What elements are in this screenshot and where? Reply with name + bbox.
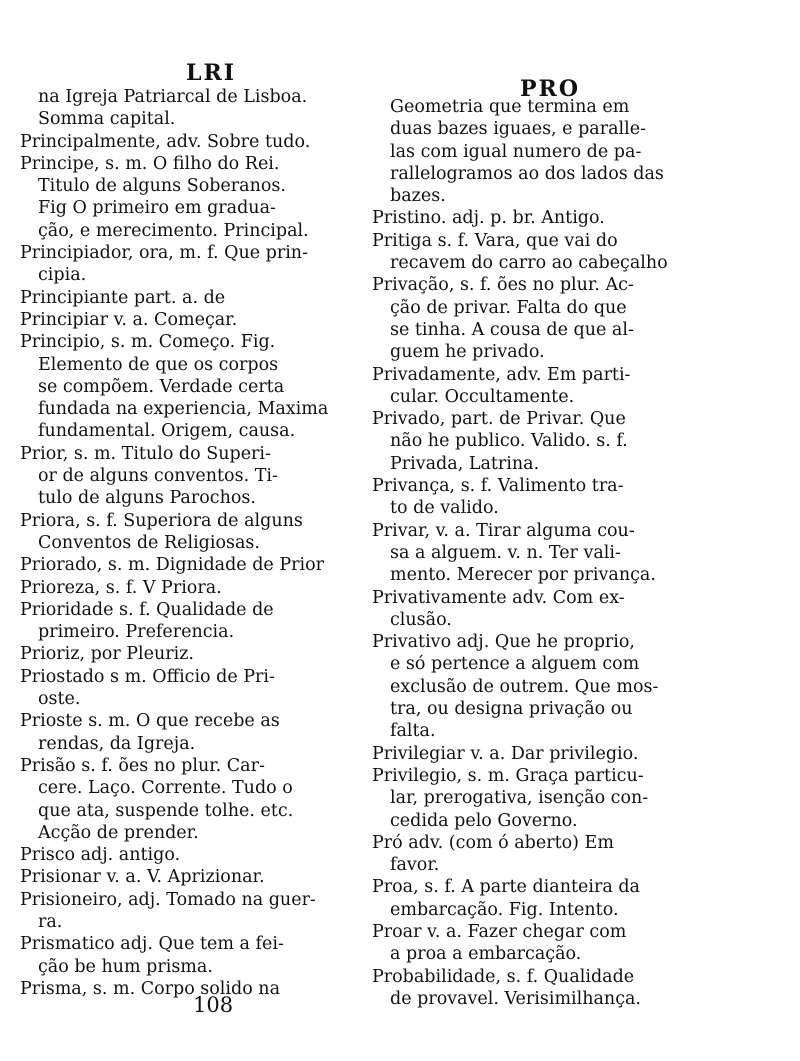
text-line: cedida pelo Governo.: [390, 810, 578, 831]
running-header-left: LRI: [186, 60, 237, 86]
text-line: Priorado, s. m. Dignidade de Prior: [20, 555, 324, 576]
text-line: Probabilidade, s. f. Qualidade: [372, 966, 635, 987]
text-line: que ata, suspende tolhe. etc.: [38, 800, 294, 821]
text-line: fundada na experiencia, Maxima: [38, 399, 329, 420]
text-line: Proa, s. f. A parte dianteira da: [372, 877, 640, 898]
text-line: rallelogramos ao dos lados das: [390, 163, 664, 184]
text-line: primeiro. Preferencia.: [38, 622, 235, 643]
text-line: Principio, s. m. Começo. Fig.: [20, 332, 276, 353]
text-line: mento. Merecer por privança.: [390, 565, 656, 586]
text-line: falta.: [390, 721, 436, 742]
text-line: Fig O primeiro em gradua-: [38, 198, 276, 219]
text-line: Prioriz, por Pleuriz.: [20, 644, 194, 665]
text-line: Prisma, s. m. Corpo solido na: [20, 978, 281, 999]
text-line: oste.: [38, 689, 81, 710]
right-column: [372, 96, 717, 1010]
text-line: sa a alguem. v. n. Ter vali-: [390, 542, 621, 563]
text-line: a proa a embarcação.: [390, 944, 582, 965]
text-line: cipia.: [38, 265, 87, 286]
text-line: to de valido.: [390, 498, 499, 519]
text-line: duas bazes iguaes, e paralle-: [390, 119, 646, 140]
text-line: cere. Laço. Corrente. Tudo o: [38, 778, 293, 799]
text-line: Priostado s m. Officio de Pri-: [20, 666, 275, 687]
text-line: Principiante part. a. de: [20, 287, 226, 308]
text-line: Pristino. adj. p. br. Antigo.: [372, 208, 605, 229]
text-line: Privadamente, adv. Em parti-: [372, 364, 631, 385]
text-line: Priora, s. f. Superiora de alguns: [20, 510, 303, 531]
text-line: or de alguns conventos. Ti-: [38, 466, 278, 487]
page-number: 108: [193, 993, 234, 1017]
text-line: Proar v. a. Fazer chegar com: [372, 921, 627, 942]
text-line: Privilegio, s. m. Graça particu-: [372, 765, 644, 786]
text-line: na Igreja Patriarcal de Lisboa.: [38, 87, 308, 107]
text-line: Privança, s. f. Valimento tra-: [372, 476, 624, 497]
text-line: Privado, part. de Privar. Que: [372, 409, 626, 430]
text-line: Prisioneiro, adj. Tomado na guer-: [20, 889, 316, 910]
text-line: recavem do carro ao cabeçalho: [390, 253, 668, 274]
text-line: rendas, da Igreja.: [38, 733, 196, 754]
text-line: Privativo adj. Que he proprio,: [372, 632, 635, 653]
text-line: tra, ou designa privação ou: [390, 699, 633, 720]
text-line: Conventos de Religiosas.: [38, 532, 260, 553]
text-line: las com igual numero de pa-: [390, 141, 642, 162]
text-line: Prisionar v. a. V. Aprizionar.: [20, 867, 265, 888]
text-line: Prior, s. m. Titulo do Superi-: [20, 443, 271, 464]
text-line: tulo de alguns Parochos.: [38, 488, 256, 509]
text-line: Principiar v. a. Começar.: [20, 309, 238, 330]
text-line: não he publico. Valido. s. f.: [390, 431, 628, 452]
text-line: Privilegiar v. a. Dar privilegio.: [372, 743, 639, 764]
text-line: Privação, s. f. ões no plur. Ac-: [372, 275, 634, 296]
text-line: Elemento de que os corpos: [38, 354, 279, 375]
text-line: exclusão de outrem. Que mos-: [390, 676, 659, 697]
text-line: fundamental. Origem, causa.: [38, 421, 296, 442]
text-line: Privar, v. a. Tirar alguma cou-: [372, 520, 635, 541]
text-line: ção be hum prisma.: [38, 956, 213, 977]
text-line: Prioste s. m. O que recebe as: [20, 711, 280, 732]
text-line: lar, prerogativa, isenção con-: [390, 788, 649, 809]
text-line: guem he privado.: [390, 342, 545, 363]
text-line: Principalmente, adv. Sobre tudo.: [20, 131, 311, 152]
text-line: e só pertence a alguem com: [390, 654, 640, 675]
text-line: favor.: [390, 855, 440, 876]
text-line: Pritiga s. f. Vara, que vai do: [372, 230, 618, 251]
text-line: Privada, Latrina.: [390, 453, 540, 474]
text-line: se tinha. A cousa de que al-: [390, 319, 634, 340]
text-line: Principiador, ora, m. f. Que prin-: [20, 243, 308, 264]
text-line: Acção de prender.: [38, 822, 199, 843]
text-line: bazes.: [390, 186, 446, 207]
text-line: ra.: [38, 911, 63, 932]
text-line: cular. Occultamente.: [390, 386, 575, 407]
text-line: Prioreza, s. f. V Priora.: [20, 577, 222, 598]
running-header-right: PRO: [520, 76, 580, 102]
text-line: Somma capital.: [38, 109, 176, 130]
text-line: Principe, s. m. O filho do Rei.: [20, 153, 280, 174]
left-column: [20, 86, 365, 1000]
text-line: Prioridade s. f. Qualidade de: [20, 599, 274, 620]
text-line: Pró adv. (com ó aberto) Em: [372, 832, 614, 853]
text-line: embarcação. Fig. Intento.: [390, 899, 619, 920]
text-line: Geometria que termina em: [390, 97, 630, 117]
text-line: Prisco adj. antigo.: [20, 845, 181, 866]
text-line: Prisão s. f. ões no plur. Car-: [20, 755, 265, 776]
text-line: de provavel. Verisimilhança.: [390, 988, 641, 1009]
text-line: ção de privar. Falta do que: [390, 297, 627, 318]
text-line: Privativamente adv. Com ex-: [372, 587, 625, 608]
text-line: ção, e merecimento. Principal.: [38, 220, 309, 241]
text-line: se compõem. Verdade certa: [38, 376, 285, 397]
text-line: Titulo de alguns Soberanos.: [38, 176, 286, 197]
text-line: Prismatico adj. Que tem a fei-: [20, 934, 284, 955]
text-line: clusão.: [390, 609, 452, 630]
